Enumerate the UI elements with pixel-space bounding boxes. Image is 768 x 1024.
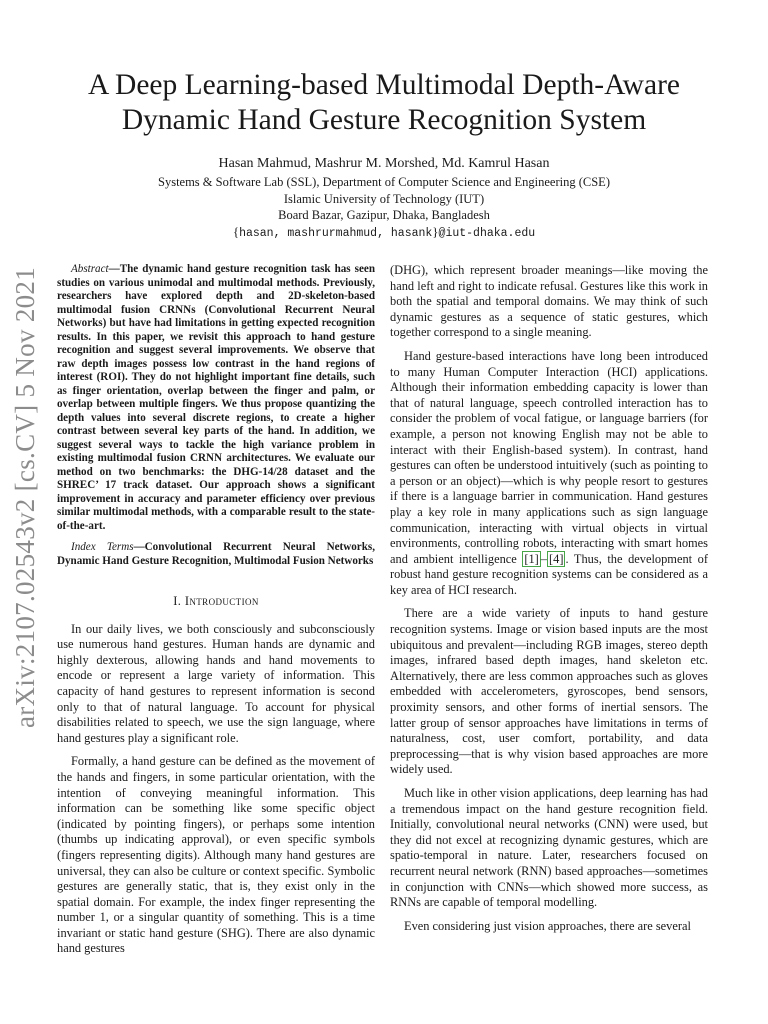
intro-paragraph-1: In our daily lives, we both consciously and subconsciously use numerous hand gestures. Human hands are dynamic and highly dexterous, allowing hands and hand movements to encode or represent a large variety of information. This capacity of hand gestures to represent information is second only to that of natural language. To account for physical disabilities related to speech, we use the sign language, where hand gestures play a significant role. bbox=[57, 621, 375, 745]
citation-dash: – bbox=[540, 551, 547, 566]
arxiv-sidebar bbox=[8, 266, 44, 729]
abstract-text: —The dynamic hand gesture recognition task has seen studies on various unimodal and multimodal methods. Previously, researchers have explored depth and 2D-skeleton-based multimodal fusion CRNNs (Convolutional Recurrent Neural Networks) but have had limitations in getting expected recognition results. In this paper, we revisit this approach to hand gesture recognition and suggest several improvements. We observe that raw depth images possess low contrast in the hand regions of interest (ROI). They do not highlight important fine details, such as finger orientation, overlap between the finger and palm, or overlap between multiple fingers. We thus propose quantizing the depth values into several discrete regions, to create a higher contrast between several key parts of the hand. In addition, we suggest several ways to tackle the high variance problem in existing multimodal fusion CRNN architectures. We evaluate our method on two benchmarks: the DHG-14/28 dataset and the SHREC’ 17 track dataset. Our approach shows a significant improvement in accuracy and parameter efficiency over previous similar multimodal methods, with a comparable result to the state-of-the-art. bbox=[57, 263, 375, 532]
number-one: 1 bbox=[99, 910, 106, 925]
right-paragraph-4: Much like in other vision applications, deep learning has had a tremendous impact on the hand gesture recognition field. Initially, convolutional neural networks (CNN) were used, but they did not excel at recognizing dynamic gestures, which are spatio-temporal in nature. Later, researchers focused on recurrent neural network (RNN) based approaches—sometimes in conjunction with CNNs—which showed more success, as RNNs are capable of temporal modelling. bbox=[390, 786, 708, 910]
arxiv-identifier[interactable]: arXiv:2107.02543v2 [cs.CV] 5 Nov 2021 bbox=[10, 266, 41, 729]
affiliation-block bbox=[40, 174, 728, 242]
citation-link-1[interactable]: [1] bbox=[524, 551, 539, 566]
intro-paragraph-2-part-b: , or a singular quantity of something. This is a time invariant or static hand gesture (SHG). There are also dynamic hand gestures bbox=[57, 910, 376, 956]
right-paragraph-1: (DHG), which represent broader meanings—like moving the hand left and right to indicate refusal. Gestures like this work in both the spatial and temporal domains. We may think of such dynamic gestures as a sequence of static gestures, which together correspond to a single meaning. bbox=[390, 263, 708, 340]
right-paragraph-5: Even considering just vision approaches, there are several bbox=[404, 918, 691, 933]
right-paragraph-2-part-b: . Thus, the development of robust hand gesture recognition systems can be considered as a key area of HCI research. bbox=[390, 551, 708, 597]
right-paragraph-2 bbox=[390, 349, 708, 599]
right-paragraph-2-part-a: Hand gesture-based interactions have long been introduced to many Human Computer Interaction (HCI) applications. Although their information embedding capacity is lower than that of natural language, speech controlled interaction has to consider the problem of vocal fatigue, or language barriers (for example, a person not knowing English may not be able to interact with their English-based system). In contrast, hand gestures can often be understood intuitively (such as pointing to a person or an object)—which is why people resort to gestures if there is a language barrier in communication. Hand gestures play a key role in many applications such as sign language communication, interacting with virtual objects in virtual environments, controlling robots, interacting with smart homes and ambient intelligence bbox=[390, 348, 708, 566]
title-line-2: Dynamic Hand Gesture Recognition System bbox=[121, 104, 647, 136]
section-heading-introduction: I. Introduction bbox=[173, 594, 259, 608]
title-line-1: A Deep Learning-based Multimodal Depth-Aware bbox=[87, 69, 681, 101]
author-emails bbox=[40, 224, 728, 243]
paper-title bbox=[40, 68, 728, 138]
author-list: Hasan Mahmud, Mashrur M. Morshed, Md. Kamrul Hasan bbox=[218, 156, 550, 171]
intro-paragraph-2-part-a: Formally, a hand gesture can be defined as the movement of the hands and fingers, in some particular orientation, with the intention of conveying meaningful information. This information can be something like some specific object (indicated by pointing fingers), or perhaps some intention (thumbs up indicating approval), or even specific symbols (fingers representing digits). Although many hand gestures are universal, they can also be culture or context specific. Symbolic gestures are generally static, that is, they exist only in the spatial domain. For example, the index finger representing the number bbox=[57, 754, 375, 925]
abstract-label: Abstract bbox=[71, 263, 109, 275]
abstract bbox=[57, 263, 375, 533]
index-terms-label: Index Terms bbox=[71, 541, 134, 553]
intro-paragraph-2 bbox=[57, 754, 375, 957]
affiliation-line-2: Islamic University of Technology (IUT) bbox=[283, 191, 485, 206]
right-paragraph-3: There are a wide variety of inputs to hand gesture recognition systems. Image or vision based inputs are the most ubiquitous and prevalent—including RGB images, stereo depth images, infrared based depth images, hand skeleton etc. Alternatively, there are less common approaches such as gloves embedded with accelerometers, gyroscopes, bend sensors, proximity sensors, and other forms of inertial sensors. The latter group of sensor approaches have limitations in terms of naturalness, cost, user comfort, portability, and data preprocessing—that is why vision based approaches are more widely used. bbox=[390, 606, 708, 777]
right-column bbox=[390, 263, 708, 942]
email-brace-close: } bbox=[432, 223, 439, 239]
index-terms-text: —Convolutional Recurrent Neural Networks, Dynamic Hand Gesture Recognition, Multimodal Fusion Networks bbox=[57, 541, 375, 567]
citation-link-4[interactable]: [4] bbox=[549, 551, 564, 566]
left-column bbox=[57, 263, 375, 965]
email-domain: @iut-dhaka.edu bbox=[438, 226, 536, 240]
index-terms bbox=[57, 541, 375, 568]
affiliation-line-1: Systems & Software Lab (SSL), Department of Computer Science and Engineering (CSE) bbox=[158, 175, 610, 189]
affiliation-line-3: Board Bazar, Gazipur, Dhaka, Bangladesh bbox=[278, 208, 490, 222]
email-brace-open: { bbox=[232, 223, 240, 239]
email-names: hasan, mashrurmahmud, hasank bbox=[239, 226, 433, 240]
